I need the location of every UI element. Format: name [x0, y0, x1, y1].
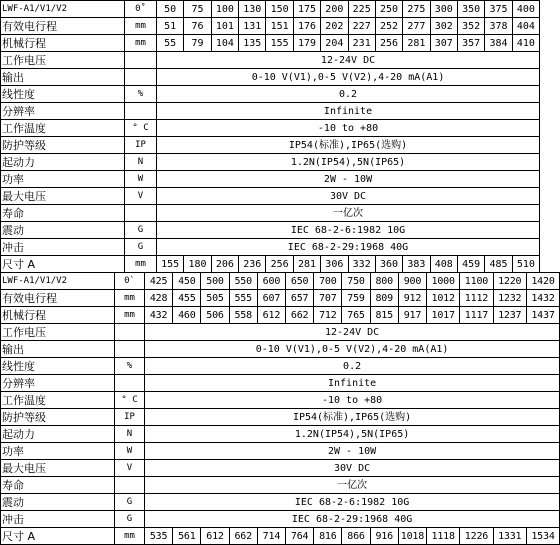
stroke-value: 500 [201, 273, 229, 290]
cell-value: 204 [321, 35, 348, 52]
spec-value: 30V DC [145, 460, 560, 477]
cell-value: 404 [512, 18, 539, 35]
cell-value: 1118 [427, 528, 460, 545]
row-unit: G [115, 494, 145, 511]
row-unit: mm [115, 307, 145, 324]
row-unit: W [115, 443, 145, 460]
cell-value: 510 [512, 256, 539, 273]
stroke-value: 650 [286, 273, 314, 290]
row-label: 分辨率 [1, 103, 125, 120]
spec-value: 0-10 V(V1),0-5 V(V2),4-20 mA(A1) [157, 69, 540, 86]
cell-value: 1432 [526, 290, 559, 307]
row-power [1, 171, 540, 188]
cell-value: 1112 [460, 290, 493, 307]
row-unit: ° C [125, 120, 157, 137]
stroke-value: 100 [211, 1, 238, 18]
spec-table-2 [0, 272, 555, 545]
spec-value: Infinite [145, 375, 560, 392]
row-unit [125, 52, 157, 69]
cell-value: 759 [342, 290, 370, 307]
cell-value: 1534 [526, 528, 559, 545]
row-label: 输出 [1, 341, 115, 358]
cell-value: 332 [348, 256, 375, 273]
cell-value: 384 [485, 35, 512, 52]
row-label: 防护等级 [1, 137, 125, 154]
stroke-value: 200 [321, 1, 348, 18]
row-unit: mm [125, 35, 157, 52]
stroke-value: 450 [173, 273, 201, 290]
row-output [1, 69, 540, 86]
cell-value: 79 [184, 35, 211, 52]
cell-value: 155 [157, 256, 184, 273]
row-life [1, 205, 540, 222]
spec-table [0, 0, 540, 273]
spec-value: 1.2N(IP54),5N(IP65) [145, 426, 560, 443]
stroke-value: 1100 [460, 273, 493, 290]
cell-value: 410 [512, 35, 539, 52]
spec-value: IEC 68-2-6:1982 10G [145, 494, 560, 511]
cell-value: 155 [266, 35, 293, 52]
row-unit [115, 324, 145, 341]
cell-value: 352 [457, 18, 484, 35]
stroke-value: 1220 [493, 273, 526, 290]
cell-value: 202 [321, 18, 348, 35]
row-label: 有效电行程 [1, 18, 125, 35]
stroke-value: 750 [342, 273, 370, 290]
cell-value: 460 [173, 307, 201, 324]
cell-value: 135 [239, 35, 266, 52]
model-name: LWF-A1/V1/V2 [1, 1, 125, 18]
row-label: 工作温度 [1, 120, 125, 137]
cell-value: 76 [184, 18, 211, 35]
row-unit [125, 69, 157, 86]
cell-value: 180 [184, 256, 211, 273]
spec-value: 12-24V DC [145, 324, 560, 341]
cell-value: 281 [403, 35, 430, 52]
stroke-value: 700 [314, 273, 342, 290]
row-effective [1, 18, 540, 35]
cell-value: 612 [201, 528, 229, 545]
cell-value: 764 [286, 528, 314, 545]
cell-value: 307 [430, 35, 457, 52]
row-label: 机械行程 [1, 35, 125, 52]
spec-value: IEC 68-2-6:1982 10G [157, 222, 540, 239]
row-unit: N [125, 154, 157, 171]
row-max-voltage [1, 188, 540, 205]
cell-value: 101 [211, 18, 238, 35]
row-label: 工作温度 [1, 392, 115, 409]
stroke-value: 130 [239, 1, 266, 18]
cell-value: 227 [348, 18, 375, 35]
stroke-value: 425 [145, 273, 173, 290]
stroke-value: 550 [229, 273, 257, 290]
row-force [1, 426, 560, 443]
row-label: 有效电行程 [1, 290, 115, 307]
row-effective [1, 290, 560, 307]
cell-value: 51 [157, 18, 184, 35]
row-unit: V [115, 460, 145, 477]
row-unit: G [125, 222, 157, 239]
spec-value: Infinite [157, 103, 540, 120]
row-unit [115, 477, 145, 494]
stroke-value: 400 [512, 1, 539, 18]
spec-value: 12-24V DC [157, 52, 540, 69]
stroke-unit: 0` [115, 273, 145, 290]
cell-value: 302 [430, 18, 457, 35]
cell-value: 662 [286, 307, 314, 324]
spec-value: -10 to +80 [157, 120, 540, 137]
cell-value: 455 [173, 290, 201, 307]
row-shock [1, 511, 560, 528]
row-label: 最大电压 [1, 460, 115, 477]
spec-value: 2W - 10W [145, 443, 560, 460]
row-unit: % [125, 86, 157, 103]
cell-value: 555 [229, 290, 257, 307]
row-shock [1, 239, 540, 256]
row-label: 震动 [1, 494, 115, 511]
spec-value: 30V DC [157, 188, 540, 205]
row-unit: % [115, 358, 145, 375]
row-unit: mm [115, 290, 145, 307]
row-size [1, 256, 540, 273]
row-label: 起动力 [1, 154, 125, 171]
stroke-value: 350 [457, 1, 484, 18]
cell-value: 428 [145, 290, 173, 307]
cell-value: 1017 [427, 307, 460, 324]
cell-value: 1237 [493, 307, 526, 324]
row-unit: IP [115, 409, 145, 426]
row-label: 冲击 [1, 511, 115, 528]
row-label: 输出 [1, 69, 125, 86]
cell-value: 816 [314, 528, 342, 545]
cell-value: 707 [314, 290, 342, 307]
stroke-unit: 0˚ [125, 1, 157, 18]
stroke-value: 175 [293, 1, 320, 18]
row-power [1, 443, 560, 460]
row-temperature [1, 120, 540, 137]
header-row [1, 273, 560, 290]
row-label: 尺寸 A [1, 528, 115, 545]
cell-value: 151 [266, 18, 293, 35]
cell-value: 1018 [398, 528, 426, 545]
row-label: 起动力 [1, 426, 115, 443]
stroke-value: 225 [348, 1, 375, 18]
cell-value: 809 [370, 290, 398, 307]
row-label: 线性度 [1, 358, 115, 375]
row-mechanical [1, 35, 540, 52]
cell-value: 408 [430, 256, 457, 273]
row-linearity [1, 358, 560, 375]
row-unit: mm [125, 18, 157, 35]
header-row [1, 1, 540, 18]
cell-value: 916 [370, 528, 398, 545]
spec-value: IEC 68-2-29:1968 40G [145, 511, 560, 528]
row-unit [125, 205, 157, 222]
row-unit [115, 375, 145, 392]
spec-value: 一亿次 [157, 205, 540, 222]
stroke-value: 375 [485, 1, 512, 18]
spec-value: IP54(标准),IP65(选购) [157, 137, 540, 154]
row-vibration [1, 222, 540, 239]
spec-table-1 [0, 0, 540, 273]
cell-value: 55 [157, 35, 184, 52]
row-unit: IP [125, 137, 157, 154]
row-label: 工作电压 [1, 324, 115, 341]
row-output [1, 341, 560, 358]
stroke-value: 50 [157, 1, 184, 18]
row-unit: ° C [115, 392, 145, 409]
row-unit [125, 103, 157, 120]
row-resolution [1, 375, 560, 392]
cell-value: 815 [370, 307, 398, 324]
spec-table [0, 272, 560, 545]
cell-value: 206 [211, 256, 238, 273]
row-label: 最大电压 [1, 188, 125, 205]
cell-value: 231 [348, 35, 375, 52]
cell-value: 1012 [427, 290, 460, 307]
cell-value: 712 [314, 307, 342, 324]
cell-value: 432 [145, 307, 173, 324]
row-protection [1, 409, 560, 426]
row-label: 工作电压 [1, 52, 125, 69]
cell-value: 459 [457, 256, 484, 273]
row-resolution [1, 103, 540, 120]
spec-value: 2W - 10W [157, 171, 540, 188]
cell-value: 607 [257, 290, 285, 307]
spec-value: 0.2 [145, 358, 560, 375]
cell-value: 1232 [493, 290, 526, 307]
cell-value: 236 [239, 256, 266, 273]
cell-value: 1117 [460, 307, 493, 324]
cell-value: 131 [239, 18, 266, 35]
cell-value: 281 [293, 256, 320, 273]
row-voltage [1, 52, 540, 69]
cell-value: 506 [201, 307, 229, 324]
spec-value: 一亿次 [145, 477, 560, 494]
row-unit: N [115, 426, 145, 443]
spec-value: 0.2 [157, 86, 540, 103]
stroke-value: 300 [430, 1, 457, 18]
row-max-voltage [1, 460, 560, 477]
cell-value: 277 [403, 18, 430, 35]
spec-value: IP54(标准),IP65(选购) [145, 409, 560, 426]
cell-value: 357 [457, 35, 484, 52]
cell-value: 912 [398, 290, 426, 307]
stroke-value: 75 [184, 1, 211, 18]
cell-value: 256 [375, 35, 402, 52]
row-size [1, 528, 560, 545]
stroke-value: 250 [375, 1, 402, 18]
cell-value: 383 [403, 256, 430, 273]
cell-value: 866 [342, 528, 370, 545]
cell-value: 306 [321, 256, 348, 273]
row-unit: mm [115, 528, 145, 545]
row-linearity [1, 86, 540, 103]
row-label: 分辨率 [1, 375, 115, 392]
stroke-value: 600 [257, 273, 285, 290]
stroke-value: 800 [370, 273, 398, 290]
stroke-value: 900 [398, 273, 426, 290]
cell-value: 1437 [526, 307, 559, 324]
cell-value: 558 [229, 307, 257, 324]
cell-value: 612 [257, 307, 285, 324]
spec-value: IEC 68-2-29:1968 40G [157, 239, 540, 256]
row-unit: G [125, 239, 157, 256]
row-label: 震动 [1, 222, 125, 239]
stroke-value: 150 [266, 1, 293, 18]
row-protection [1, 137, 540, 154]
row-unit: G [115, 511, 145, 528]
cell-value: 252 [375, 18, 402, 35]
spec-value: 1.2N(IP54),5N(IP65) [157, 154, 540, 171]
stroke-value: 1000 [427, 273, 460, 290]
row-unit: mm [125, 256, 157, 273]
row-mechanical [1, 307, 560, 324]
cell-value: 378 [485, 18, 512, 35]
cell-value: 1331 [493, 528, 526, 545]
cell-value: 505 [201, 290, 229, 307]
cell-value: 360 [375, 256, 402, 273]
row-label: 冲击 [1, 239, 125, 256]
cell-value: 714 [257, 528, 285, 545]
row-label: 防护等级 [1, 409, 115, 426]
cell-value: 657 [286, 290, 314, 307]
cell-value: 561 [173, 528, 201, 545]
row-force [1, 154, 540, 171]
row-label: 功率 [1, 171, 125, 188]
model-name: LWF-A1/V1/V2 [1, 273, 115, 290]
row-label: 寿命 [1, 205, 125, 222]
row-voltage [1, 324, 560, 341]
row-life [1, 477, 560, 494]
row-unit: W [125, 171, 157, 188]
cell-value: 662 [229, 528, 257, 545]
row-label: 寿命 [1, 477, 115, 494]
cell-value: 256 [266, 256, 293, 273]
cell-value: 917 [398, 307, 426, 324]
row-label: 线性度 [1, 86, 125, 103]
row-unit [115, 341, 145, 358]
row-unit: V [125, 188, 157, 205]
row-label: 机械行程 [1, 307, 115, 324]
stroke-value: 1420 [526, 273, 559, 290]
row-temperature [1, 392, 560, 409]
spec-value: -10 to +80 [145, 392, 560, 409]
cell-value: 485 [485, 256, 512, 273]
cell-value: 1226 [460, 528, 493, 545]
cell-value: 179 [293, 35, 320, 52]
cell-value: 104 [211, 35, 238, 52]
row-label: 尺寸 A [1, 256, 125, 273]
spec-value: 0-10 V(V1),0-5 V(V2),4-20 mA(A1) [145, 341, 560, 358]
stroke-value: 275 [403, 1, 430, 18]
row-label: 功率 [1, 443, 115, 460]
cell-value: 765 [342, 307, 370, 324]
row-vibration [1, 494, 560, 511]
cell-value: 535 [145, 528, 173, 545]
cell-value: 176 [293, 18, 320, 35]
